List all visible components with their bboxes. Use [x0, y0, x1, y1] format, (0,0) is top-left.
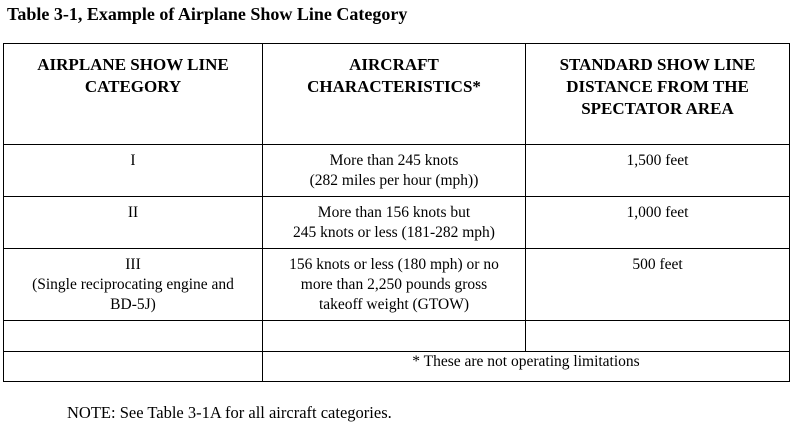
header-text-line: SPECTATOR AREA	[581, 99, 734, 118]
footnote-cell: * These are not operating limitations	[263, 352, 790, 382]
cell-text-line: takeoff weight (GTOW)	[318, 296, 470, 313]
header-category	[4, 44, 263, 145]
cell-text-line: 500 feet	[632, 256, 683, 273]
header-text-line: STANDARD SHOW LINE	[559, 55, 756, 74]
distance-cell	[526, 197, 790, 249]
cell-text-line: More than 156 knots but	[317, 204, 471, 221]
show-line-table	[3, 43, 790, 382]
cell-text-line: II	[127, 204, 139, 221]
category-cell	[4, 249, 263, 321]
empty-cell	[4, 321, 263, 352]
table-title: Table 3-1, Example of Airplane Show Line Category	[7, 4, 408, 24]
table-row	[4, 145, 790, 197]
cell-text-line: (282 miles per hour (mph))	[309, 172, 479, 189]
cell-text-line: 156 knots or less (180 mph) or no	[289, 256, 499, 273]
header-text-line: CHARACTERISTICS*	[307, 77, 481, 96]
note-text: NOTE: See Table 3-1A for all aircraft categories.	[67, 403, 392, 422]
cell-text-line: I	[130, 152, 136, 169]
cell-text-line: (Single reciprocating engine and	[32, 276, 234, 293]
table-row	[4, 249, 790, 321]
category-cell	[4, 197, 263, 249]
header-distance	[526, 44, 790, 145]
cell-text-line: BD-5J)	[110, 296, 156, 313]
cell-text-line: More than 245 knots	[329, 152, 459, 169]
distance-cell	[526, 249, 790, 321]
characteristics-cell	[263, 249, 526, 321]
cell-text-line: 1,500 feet	[626, 152, 689, 169]
empty-cell	[4, 352, 263, 382]
empty-cell	[263, 321, 526, 352]
distance-cell	[526, 145, 790, 197]
header-characteristics	[263, 44, 526, 145]
cell-text-line: 1,000 feet	[626, 204, 689, 221]
empty-cell	[526, 321, 790, 352]
table-header-row	[4, 44, 790, 145]
cell-text-line: more than 2,250 pounds gross	[300, 276, 488, 293]
category-cell	[4, 145, 263, 197]
table-row-footnote	[4, 352, 790, 382]
header-text-line: AIRCRAFT	[349, 55, 439, 74]
header-text-line: AIRPLANE SHOW LINE	[37, 55, 229, 74]
cell-text-line: III	[125, 256, 141, 273]
header-text-line: CATEGORY	[84, 77, 182, 96]
table-row-empty	[4, 321, 790, 352]
header-text-line: DISTANCE FROM THE	[566, 77, 749, 96]
characteristics-cell	[263, 197, 526, 249]
cell-text-line: 245 knots or less (181-282 mph)	[293, 224, 495, 241]
table-row	[4, 197, 790, 249]
characteristics-cell	[263, 145, 526, 197]
